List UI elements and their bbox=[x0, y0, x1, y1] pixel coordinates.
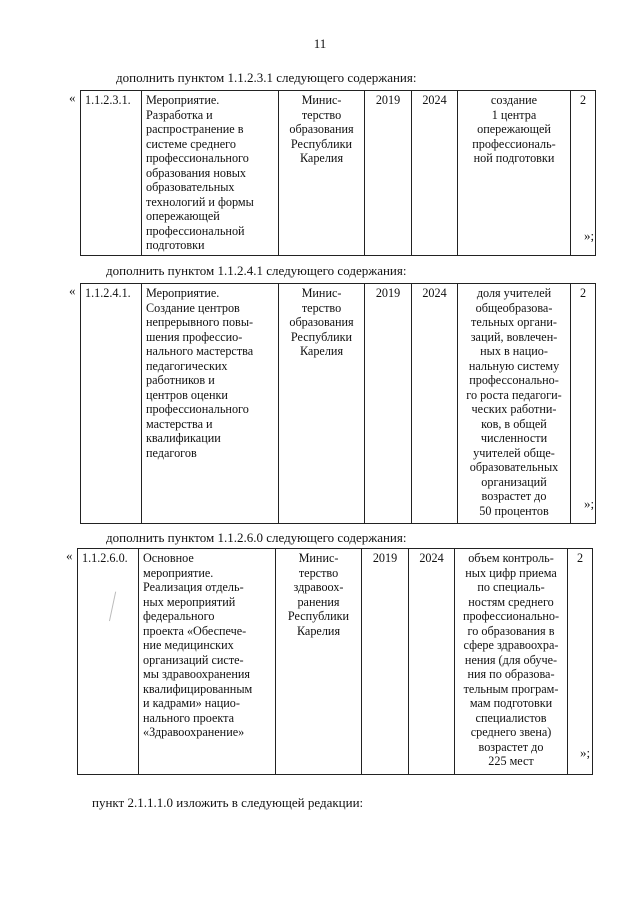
row-number-cell: 1.1.2.4.1. bbox=[81, 284, 142, 524]
table-row bbox=[81, 91, 596, 256]
section-3-quote-close: »; bbox=[580, 745, 591, 760]
value-cell: 2 bbox=[568, 549, 593, 775]
section-2-quote-close: »; bbox=[584, 496, 595, 511]
activity-name-cell: Мероприятие. Создание центров непрерывного повы- шения профессио- нального мастерства педагогических работников и центров оценки профессионального мастерства и квалификации педагогов bbox=[142, 284, 279, 524]
table-row bbox=[81, 284, 596, 524]
indicator-cell: доля учителей общеобразова- тельных органи- заций, вовлечен- ных в нацио- нальную систему профессонально- го роста педагоги- ческих работни- ков, в общей численности учителей обще- образовательных организаций возрастет до 50 процентов bbox=[458, 284, 571, 524]
section-2-intro: дополнить пунктом 1.1.2.4.1 следующего содержания: bbox=[106, 263, 407, 278]
value-cell: 2 bbox=[571, 284, 596, 524]
table-row bbox=[78, 549, 593, 775]
year-end-cell: 2024 bbox=[412, 91, 458, 256]
year-start-cell: 2019 bbox=[365, 91, 412, 256]
value-cell: 2 bbox=[571, 91, 596, 256]
section-2-table bbox=[80, 283, 596, 524]
section-3-table bbox=[77, 548, 593, 775]
section-1-quote-open: « bbox=[69, 90, 76, 105]
activity-name-cell: Основное мероприятие. Реализация отдель- ных мероприятий федерального проекта «Обеспече- ние медицинских организаций систе- мы здравоохранения квалифицированным и кадрами» нацио- нального проекта «Здравоохранение» bbox=[139, 549, 276, 775]
organization-cell: Минис- терство здравоох- ранения Республики Карелия bbox=[276, 549, 362, 775]
row-number-cell: 1.1.2.6.0. bbox=[78, 549, 139, 775]
section-3-quote-open: « bbox=[66, 548, 73, 563]
indicator-cell: создание 1 центра опережающей профессиональ- ной подготовки bbox=[458, 91, 571, 256]
section-2-quote-open: « bbox=[69, 283, 76, 298]
year-start-cell: 2019 bbox=[365, 284, 412, 524]
indicator-cell: объем контроль- ных цифр приема по специаль- ностям среднего профессионально- го образования в сфере здравоохра- нения (для обуче- ния по образова- тельным програм- мам подготовки специалистов среднего звена) возрастет до 225 мест bbox=[455, 549, 568, 775]
page-number: 11 bbox=[313, 36, 327, 51]
closing-instruction: пункт 2.1.1.1.0 изложить в следующей редакции: bbox=[92, 795, 364, 810]
year-end-cell: 2024 bbox=[409, 549, 455, 775]
organization-cell: Минис- терство образования Республики Карелия bbox=[279, 91, 365, 256]
section-1-table bbox=[80, 90, 596, 256]
row-number-cell: 1.1.2.3.1. bbox=[81, 91, 142, 256]
year-end-cell: 2024 bbox=[412, 284, 458, 524]
section-1-intro: дополнить пунктом 1.1.2.3.1 следующего содержания: bbox=[116, 70, 417, 85]
year-start-cell: 2019 bbox=[362, 549, 409, 775]
section-1-quote-close: »; bbox=[584, 228, 595, 243]
section-3-intro: дополнить пунктом 1.1.2.6.0 следующего содержания: bbox=[106, 530, 407, 545]
activity-name-cell: Мероприятие. Разработка и распространение в системе среднего профессионального образования новых образовательных технологий и формы опережающей профессиональной подготовки bbox=[142, 91, 279, 256]
organization-cell: Минис- терство образования Республики Карелия bbox=[279, 284, 365, 524]
